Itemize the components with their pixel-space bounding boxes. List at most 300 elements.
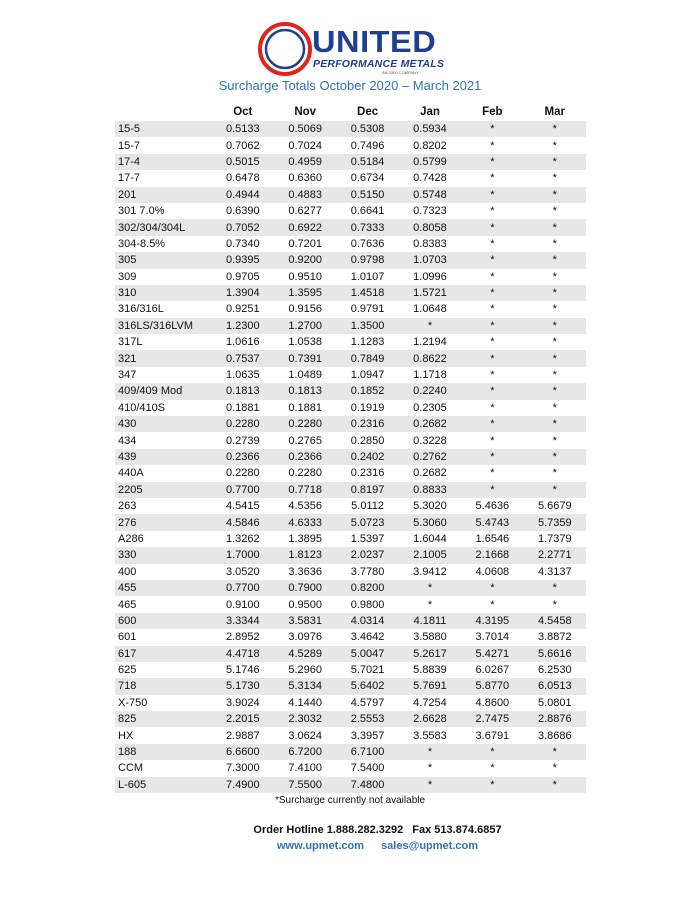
table-row [115, 301, 586, 317]
column-header: Dec [357, 106, 379, 118]
surcharge-cell: * [490, 467, 495, 480]
surcharge-cell: * [461, 154, 523, 170]
surcharge-cell: * [461, 121, 523, 137]
surcharge-cell: * [461, 383, 523, 399]
surcharge-cell: * [524, 744, 586, 760]
surcharge-cell: 0.4944 [212, 187, 274, 203]
table-row [115, 400, 586, 416]
surcharge-cell: 1.5721 [399, 285, 461, 301]
surcharge-cell: 1.2194 [413, 336, 447, 349]
surcharge-cell: 0.6360 [288, 172, 323, 185]
surcharge-cell: 5.0801 [537, 696, 572, 709]
table-row [115, 613, 586, 629]
surcharge-cell: 0.1881 [288, 401, 323, 414]
grade-cell: 15-5 [115, 121, 212, 137]
surcharge-cell: 5.4271 [461, 646, 523, 662]
surcharge-cell: 0.8833 [399, 482, 461, 498]
grade-cell: HX [118, 729, 134, 742]
surcharge-cell: 0.1813 [274, 383, 336, 399]
surcharge-cell: 1.6044 [413, 532, 447, 545]
surcharge-cell: 0.6922 [274, 219, 336, 235]
table-row [115, 334, 586, 350]
grade-cell: 305 [115, 252, 212, 268]
surcharge-cell: * [461, 449, 523, 465]
surcharge-cell: 0.2366 [212, 449, 274, 465]
surcharge-cell: 7.3000 [225, 762, 260, 775]
surcharge-cell: 3.9024 [225, 696, 260, 709]
surcharge-cell: 0.7537 [212, 350, 274, 366]
surcharge-cell: * [524, 252, 586, 268]
surcharge-cell: 0.7428 [413, 172, 447, 185]
grade-cell: X-750 [118, 696, 148, 709]
table-row [115, 416, 586, 432]
surcharge-cell: 1.3895 [288, 532, 323, 545]
grade-cell: 2205 [115, 482, 212, 498]
table-row [115, 514, 586, 530]
surcharge-cell: 0.5748 [399, 187, 461, 203]
grade-cell: 201 [115, 187, 212, 203]
surcharge-cell: 0.5308 [336, 121, 398, 137]
grade-cell: 309 [118, 270, 137, 283]
column-header: Feb [482, 106, 503, 118]
grade-cell: L-605 [115, 777, 212, 793]
surcharge-cell: 0.2280 [212, 416, 274, 432]
surcharge-cell: 5.8770 [461, 678, 523, 694]
surcharge-cell: 1.1718 [413, 369, 447, 382]
surcharge-cell: 5.3134 [274, 678, 336, 694]
surcharge-cell: 0.9791 [350, 303, 385, 316]
surcharge-cell: 0.2316 [336, 416, 398, 432]
surcharge-cell: 6.6600 [212, 744, 274, 760]
column-header: Nov [294, 106, 317, 118]
surcharge-cell: 0.7900 [274, 580, 336, 596]
surcharge-cell: * [399, 777, 461, 793]
order-hotline: Order Hotline 1.888.282.3292 [253, 824, 404, 836]
surcharge-cell: * [399, 580, 461, 596]
table-row [115, 646, 586, 662]
table-row [115, 777, 586, 793]
grade-cell: 347 [118, 369, 137, 382]
surcharge-cell: 0.9800 [350, 598, 385, 611]
surcharge-cell: 0.2739 [225, 434, 260, 447]
surcharge-cell: 0.7333 [336, 219, 398, 235]
surcharge-cell: 1.3262 [225, 532, 260, 545]
surcharge-cell: 7.4900 [212, 777, 274, 793]
surcharge-cell: * [490, 369, 495, 382]
surcharge-cell: * [490, 139, 495, 152]
surcharge-cell: 1.2700 [274, 318, 336, 334]
surcharge-cell: 4.5846 [212, 514, 274, 530]
table-row [115, 350, 586, 366]
table-row [115, 236, 586, 252]
logo-subtitle: PERFORMANCE METALS [313, 58, 445, 70]
grade-cell: 330 [115, 547, 212, 563]
surcharge-cell: * [490, 401, 495, 414]
surcharge-cell: 0.1813 [212, 383, 274, 399]
table-row [115, 269, 586, 285]
surcharge-cell: * [524, 482, 586, 498]
surcharge-cell: 3.9412 [413, 565, 447, 578]
surcharge-cell: 0.8058 [399, 219, 461, 235]
surcharge-cell: 0.9100 [225, 598, 260, 611]
website-link[interactable]: www.upmet.com [277, 840, 364, 852]
table-row [115, 285, 586, 301]
surcharge-cell: 0.2280 [288, 467, 323, 480]
surcharge-cell: 0.1881 [225, 401, 260, 414]
surcharge-cell: 0.7323 [413, 205, 447, 218]
surcharge-cell: 6.0513 [524, 678, 586, 694]
surcharge-cell: * [461, 416, 523, 432]
table-row [115, 678, 586, 694]
surcharge-cell: * [552, 598, 557, 611]
table-row [115, 482, 586, 498]
grade-cell: 15-7 [118, 139, 141, 152]
surcharge-cell: 1.0489 [288, 369, 323, 382]
surcharge-cell: 3.3636 [288, 565, 323, 578]
surcharge-cell: 2.9887 [225, 729, 260, 742]
surcharge-cell: * [427, 762, 433, 775]
surcharge-cell: 0.7496 [350, 139, 385, 152]
surcharge-cell: 0.5150 [336, 187, 398, 203]
table-row [115, 170, 586, 186]
surcharge-cell: 0.4959 [274, 154, 336, 170]
surcharge-cell: 1.7000 [212, 547, 274, 563]
table-row [115, 383, 586, 399]
surcharge-cell: * [552, 270, 557, 283]
surcharge-cell: 0.2280 [225, 467, 260, 480]
surcharge-cell: * [461, 318, 523, 334]
table-row [115, 727, 586, 743]
surcharge-cell: 0.9395 [212, 252, 274, 268]
surcharge-cell: * [524, 219, 586, 235]
grade-cell: 17-7 [118, 172, 141, 185]
table-row [115, 465, 586, 481]
table-row [115, 695, 586, 711]
surcharge-cell: 2.1005 [399, 547, 461, 563]
surcharge-cell: * [552, 369, 557, 382]
surcharge-cell: 0.5015 [212, 154, 274, 170]
surcharge-cell: 7.5400 [350, 762, 385, 775]
surcharge-cell: 5.6679 [537, 500, 572, 513]
table-row [115, 203, 586, 219]
surcharge-cell: * [490, 598, 495, 611]
surcharge-cell: 1.3595 [274, 285, 336, 301]
surcharge-cell: * [461, 252, 523, 268]
surcharge-cell: * [524, 187, 586, 203]
surcharge-cell: * [552, 467, 557, 480]
surcharge-cell: 5.3020 [413, 500, 447, 513]
grade-cell: CCM [118, 762, 144, 775]
surcharge-cell: 3.0624 [288, 729, 323, 742]
contact-line [0, 824, 700, 836]
surcharge-cell: 4.8600 [475, 696, 510, 709]
surcharge-cell: 7.4100 [288, 762, 323, 775]
surcharge-cell: 4.7254 [413, 696, 447, 709]
surcharge-cell: 2.2771 [524, 547, 586, 563]
surcharge-cell: 3.6791 [475, 729, 510, 742]
surcharge-cell: * [490, 303, 495, 316]
surcharge-cell: 5.3060 [399, 514, 461, 530]
grade-cell: 410/410S [118, 401, 166, 414]
table-row [115, 531, 586, 547]
grade-cell: A286 [118, 532, 144, 545]
surcharge-cell: 5.7021 [350, 664, 385, 677]
surcharge-cell: * [490, 205, 495, 218]
surcharge-cell: 5.0112 [351, 500, 384, 513]
table-row [115, 564, 586, 580]
grade-cell: 600 [115, 613, 212, 629]
surcharge-cell: 5.1746 [225, 664, 260, 677]
surcharge-cell: 3.5583 [413, 729, 447, 742]
grade-cell: 263 [118, 500, 137, 513]
surcharge-cell: 1.3500 [336, 318, 398, 334]
surcharge-cell: 0.5133 [212, 121, 274, 137]
surcharge-cell: 2.6628 [399, 711, 461, 727]
surcharge-cell: 1.0616 [225, 336, 260, 349]
surcharge-cell: 2.3032 [274, 711, 336, 727]
table-row [115, 760, 586, 776]
table-row [115, 219, 586, 235]
surcharge-cell: 0.5184 [336, 154, 398, 170]
column-header [115, 103, 212, 121]
surcharge-cell: 4.5415 [225, 500, 260, 513]
surcharge-cell: 5.8839 [413, 664, 447, 677]
surcharge-cell: 5.4636 [475, 500, 510, 513]
surcharge-cell: * [461, 350, 523, 366]
table-row [115, 498, 586, 514]
surcharge-cell: 4.5289 [274, 646, 336, 662]
surcharge-cell: 4.1811 [399, 613, 461, 629]
surcharge-cell: * [490, 336, 495, 349]
surcharge-cell: 2.0237 [336, 547, 398, 563]
surcharge-cell: 1.6546 [475, 532, 510, 545]
table-row [115, 367, 586, 383]
surcharge-cell: * [552, 205, 557, 218]
surcharge-cell: * [552, 434, 557, 447]
surcharge-cell: 0.7700 [212, 580, 274, 596]
surcharge-cell: * [461, 580, 523, 596]
surcharge-cell: 0.2682 [399, 416, 461, 432]
surcharge-cell: 2.8952 [225, 631, 260, 644]
grade-cell: 434 [118, 434, 137, 447]
table-row [115, 252, 586, 268]
grade-cell: 617 [115, 646, 212, 662]
surcharge-cell: 3.7014 [475, 631, 510, 644]
surcharge-cell: 2.8876 [524, 711, 586, 727]
grade-cell: 601 [118, 631, 137, 644]
surcharge-cell: * [524, 350, 586, 366]
grade-cell: 455 [115, 580, 212, 596]
surcharge-cell: * [490, 434, 495, 447]
surcharge-cell: 0.5934 [399, 121, 461, 137]
surcharge-cell: 0.2366 [274, 449, 336, 465]
surcharge-cell: 0.2402 [336, 449, 398, 465]
grade-cell: 321 [115, 350, 212, 366]
grade-cell: 440A [118, 467, 144, 480]
surcharge-cell: * [524, 383, 586, 399]
grade-cell: 430 [115, 416, 212, 432]
surcharge-cell: 6.0267 [475, 664, 510, 677]
table-row [115, 449, 586, 465]
surcharge-cell: 0.9156 [288, 303, 323, 316]
surcharge-cell: 0.2305 [413, 401, 447, 414]
grade-cell: 625 [118, 664, 137, 677]
surcharge-cell: 0.7052 [212, 219, 274, 235]
surcharge-cell: 0.6734 [350, 172, 385, 185]
grade-cell: 310 [115, 285, 212, 301]
surcharge-cell: 0.2240 [399, 383, 461, 399]
surcharge-cell: 6.7100 [336, 744, 398, 760]
column-header: Oct [233, 106, 253, 118]
surcharge-cell: 3.8686 [537, 729, 572, 742]
surcharge-cell: 0.7024 [288, 139, 323, 152]
grade-cell: 400 [118, 565, 137, 578]
surcharge-cell: * [552, 303, 557, 316]
surcharge-cell: 4.0314 [336, 613, 398, 629]
surcharge-cell: 1.3904 [212, 285, 274, 301]
surcharge-cell: 0.9251 [225, 303, 260, 316]
surcharge-cell: 0.7340 [225, 237, 260, 250]
grade-cell: 188 [115, 744, 212, 760]
surcharge-cell: 0.7700 [212, 482, 274, 498]
surcharge-cell: 1.8123 [274, 547, 336, 563]
surcharge-cell: 5.7359 [524, 514, 586, 530]
surcharge-cell: 5.4743 [461, 514, 523, 530]
surcharge-cell: 0.8383 [413, 237, 447, 250]
table-row [115, 580, 586, 596]
surcharge-cell: 0.2850 [350, 434, 385, 447]
table-row [115, 744, 586, 760]
surcharge-cell: 0.6641 [350, 205, 385, 218]
surcharge-cell: * [490, 270, 495, 283]
surcharge-cell: 4.1440 [288, 696, 323, 709]
surcharge-cell: 0.9798 [336, 252, 398, 268]
footnote: *Surcharge currently not available [274, 795, 426, 806]
surcharge-cell: 2.1668 [461, 547, 523, 563]
surcharge-cell: 3.7780 [350, 565, 385, 578]
surcharge-cell: 1.0947 [350, 369, 385, 382]
surcharge-cell: 3.4642 [350, 631, 385, 644]
table-row [115, 629, 586, 645]
surcharge-cell: 3.0976 [288, 631, 323, 644]
surcharge-cell: 0.3228 [413, 434, 447, 447]
logo-wordmark: UNITED [312, 24, 437, 59]
surcharge-cell: 5.2960 [288, 664, 323, 677]
table-row [115, 121, 586, 137]
logo-emblem-icon [258, 22, 312, 76]
surcharge-cell: 0.4883 [274, 187, 336, 203]
grade-cell: 316LS/316LVM [115, 318, 212, 334]
surcharge-cell: 0.2280 [274, 416, 336, 432]
surcharge-cell: 1.4518 [336, 285, 398, 301]
surcharge-cell: 2.2015 [212, 711, 274, 727]
surcharge-cell: 1.0703 [399, 252, 461, 268]
surcharge-cell: 7.4800 [336, 777, 398, 793]
surcharge-table [115, 103, 586, 793]
grade-cell: 276 [115, 514, 212, 530]
surcharge-cell: * [461, 285, 523, 301]
grade-cell: 301 7.0% [118, 205, 165, 218]
surcharge-cell: 1.0648 [413, 303, 447, 316]
surcharge-cell: * [552, 336, 557, 349]
surcharge-cell: 0.9705 [225, 270, 260, 283]
surcharge-cell: 1.1283 [350, 336, 385, 349]
surcharge-cell: * [524, 416, 586, 432]
grade-cell: 465 [118, 598, 137, 611]
grade-cell: 439 [115, 449, 212, 465]
surcharge-cell: 4.6333 [274, 514, 336, 530]
surcharge-cell: * [461, 744, 523, 760]
surcharge-cell: * [552, 237, 557, 250]
table-row [115, 711, 586, 727]
surcharge-cell: 1.0538 [288, 336, 323, 349]
surcharge-cell: * [399, 318, 461, 334]
surcharge-cell: 3.5831 [274, 613, 336, 629]
column-header: Mar [544, 106, 565, 118]
surcharge-cell: 5.2617 [399, 646, 461, 662]
surcharge-cell: 0.7391 [274, 350, 336, 366]
surcharge-cell: 0.9510 [288, 270, 323, 283]
email-link[interactable]: sales@upmet.com [381, 840, 478, 852]
surcharge-cell: 0.6478 [225, 172, 260, 185]
column-header: Jan [420, 106, 440, 118]
surcharge-cell: 2.7475 [461, 711, 523, 727]
table-row [115, 187, 586, 203]
surcharge-cell: 1.7379 [537, 532, 572, 545]
surcharge-cell: 5.0723 [336, 514, 398, 530]
surcharge-cell: 4.5356 [288, 500, 323, 513]
surcharge-cell: 0.7718 [274, 482, 336, 498]
surcharge-cell: 5.1730 [212, 678, 274, 694]
surcharge-cell: 0.2765 [288, 434, 323, 447]
surcharge-cell: 5.6402 [336, 678, 398, 694]
surcharge-cell: * [524, 777, 586, 793]
surcharge-cell: 1.0635 [225, 369, 260, 382]
surcharge-cell: * [490, 172, 495, 185]
surcharge-cell: 0.9200 [274, 252, 336, 268]
surcharge-cell: 7.5500 [274, 777, 336, 793]
surcharge-cell: 0.6390 [225, 205, 260, 218]
surcharge-cell: 3.5880 [413, 631, 447, 644]
surcharge-cell: * [552, 172, 557, 185]
surcharge-cell: * [399, 744, 461, 760]
table-row [115, 154, 586, 170]
surcharge-cell: 0.8200 [336, 580, 398, 596]
grade-cell: 304-8.5% [118, 237, 166, 250]
surcharge-cell: 0.7849 [336, 350, 398, 366]
surcharge-cell: 5.6616 [524, 646, 586, 662]
surcharge-cell: 3.3957 [350, 729, 385, 742]
surcharge-cell: * [552, 401, 557, 414]
surcharge-cell: 6.7200 [274, 744, 336, 760]
surcharge-cell: 5.7691 [399, 678, 461, 694]
surcharge-cell: 4.0608 [475, 565, 510, 578]
surcharge-cell: * [524, 121, 586, 137]
table-row [115, 662, 586, 678]
surcharge-cell: 0.5069 [274, 121, 336, 137]
surcharge-cell: 4.5458 [524, 613, 586, 629]
surcharge-cell: 0.7636 [350, 237, 385, 250]
surcharge-cell: * [461, 187, 523, 203]
fax-number: Fax 513.874.6857 [412, 824, 502, 836]
surcharge-cell: * [524, 449, 586, 465]
table-row [115, 137, 586, 153]
table-row [115, 547, 586, 563]
grade-cell: 302/304/304L [115, 219, 212, 235]
surcharge-cell: * [427, 598, 433, 611]
surcharge-cell: 0.2762 [399, 449, 461, 465]
table-header-row [115, 103, 586, 121]
